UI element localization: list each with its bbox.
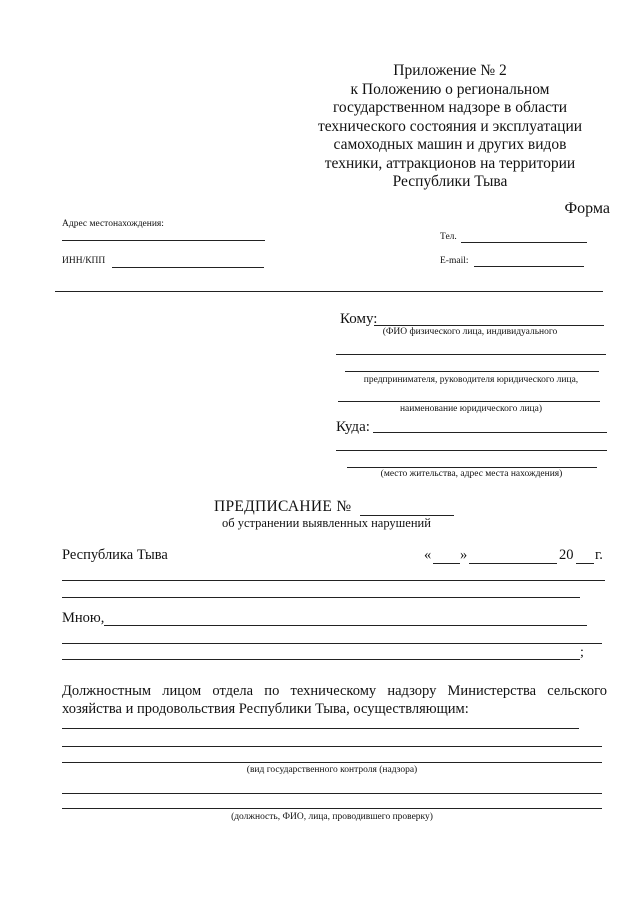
to-caption-3: наименование юридического лица) xyxy=(399,404,543,414)
to-line-4[interactable] xyxy=(338,401,600,402)
order-title: ПРЕДПИСАНИЕ № xyxy=(214,498,352,515)
where-line[interactable] xyxy=(373,432,607,433)
where-label: Куда: xyxy=(336,419,370,435)
blank-line-1[interactable] xyxy=(62,580,605,581)
date-open-quote: « xyxy=(424,547,432,563)
date-year-line[interactable] xyxy=(576,563,594,564)
control-line-1[interactable] xyxy=(62,728,579,729)
document-header xyxy=(300,62,600,192)
official-paragraph: Должностным лицом отдела по техническому надзору Министерства сельского хозяйства и продовольствия Республики Тыва, осуществляющим: xyxy=(62,683,607,717)
date-day-line[interactable] xyxy=(433,563,460,564)
to-line-3[interactable] xyxy=(345,371,599,372)
email-line[interactable] xyxy=(474,266,584,267)
date-month-line[interactable] xyxy=(469,563,557,564)
date-year-suffix: г. xyxy=(595,547,603,563)
date-year-prefix: 20 xyxy=(559,547,574,563)
by-me-line-2[interactable] xyxy=(62,643,602,644)
where-caption: (место жительства, адрес места нахождения) xyxy=(380,469,563,479)
control-caption: (вид государственного контроля (надзора) xyxy=(246,765,418,775)
inn-line[interactable] xyxy=(112,267,264,268)
address-line[interactable] xyxy=(62,240,265,241)
to-caption-2: предпринимателя, руководителя юридического лица, xyxy=(363,375,579,385)
tel-label: Тел. xyxy=(440,232,457,242)
header-line-3: государственном надзоре в области xyxy=(332,99,568,116)
header-line-1: Приложение № 2 xyxy=(393,62,507,79)
inspector-line-1[interactable] xyxy=(62,793,602,794)
form-label: Форма xyxy=(564,200,610,217)
place-label: Республика Тыва xyxy=(62,547,168,563)
header-line-2: к Положению о региональном xyxy=(350,80,550,98)
where-line-2[interactable] xyxy=(336,450,607,451)
semicolon: ; xyxy=(580,645,584,660)
inspector-caption: (должность, ФИО, лица, проводившего проверку) xyxy=(231,812,433,822)
header-line-5: самоходных машин и других видов xyxy=(333,136,567,153)
to-line-2[interactable] xyxy=(336,354,606,355)
header-line-4: технического состояния и эксплуатации xyxy=(317,117,583,135)
to-line[interactable] xyxy=(374,325,604,326)
date-close-quote: » xyxy=(460,547,468,563)
inspector-line-2[interactable] xyxy=(62,808,602,809)
control-line-2[interactable] xyxy=(62,746,602,747)
address-label: Адрес местонахождения: xyxy=(62,219,164,229)
by-me-line-3[interactable] xyxy=(62,659,580,660)
control-line-3[interactable] xyxy=(62,762,602,763)
by-me-line[interactable] xyxy=(104,625,587,626)
order-subtitle: об устранении выявленных нарушений xyxy=(222,516,431,530)
where-line-3[interactable] xyxy=(347,467,597,468)
inn-label: ИНН/КПП xyxy=(62,256,106,266)
to-caption-1: (ФИО физического лица, индивидуального xyxy=(382,327,558,337)
by-me-label: Мною, xyxy=(62,610,105,626)
header-line-6: техники, аттракционов на территории xyxy=(324,154,576,172)
to-label: Кому: xyxy=(340,311,378,327)
header-line-7: Республики Тыва xyxy=(392,173,508,190)
blank-line-2[interactable] xyxy=(62,597,580,598)
tel-line[interactable] xyxy=(461,242,587,243)
email-label: E-mail: xyxy=(440,256,469,266)
separator-line xyxy=(55,291,603,292)
